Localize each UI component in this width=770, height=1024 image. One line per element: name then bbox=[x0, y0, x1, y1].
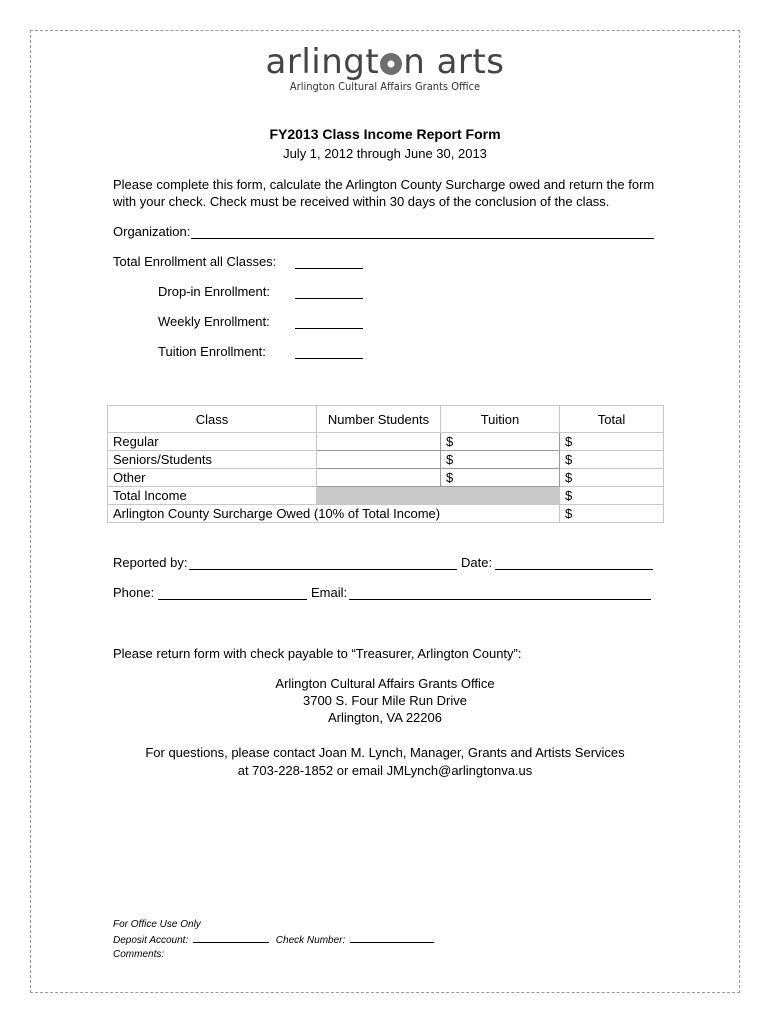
row-label-total-income: Total Income bbox=[108, 487, 317, 505]
header-total: Total bbox=[560, 406, 664, 433]
table-header-row bbox=[108, 406, 664, 433]
logo-wordmark bbox=[0, 42, 770, 82]
row-label-seniors: Seniors/Students bbox=[108, 451, 317, 469]
address-line-3: Arlington, VA 22206 bbox=[328, 710, 442, 725]
organization-field[interactable] bbox=[191, 238, 654, 239]
weekly-label: Weekly Enrollment: bbox=[158, 314, 270, 329]
dropin-field[interactable] bbox=[295, 298, 363, 299]
total-enrollment-label: Total Enrollment all Classes: bbox=[113, 254, 277, 269]
logo bbox=[0, 42, 770, 93]
office-use-fields-row bbox=[113, 932, 434, 948]
table-row bbox=[108, 487, 664, 505]
regular-tuition-input[interactable]: $ bbox=[441, 433, 560, 451]
header-class: Class bbox=[108, 406, 317, 433]
row-label-regular: Regular bbox=[108, 433, 317, 451]
record-icon bbox=[380, 53, 402, 75]
form-title: FY2013 Class Income Report Form bbox=[269, 126, 501, 142]
form-period: July 1, 2012 through June 30, 2013 bbox=[283, 146, 487, 161]
tuition-label: Tuition Enrollment: bbox=[158, 344, 266, 359]
weekly-field[interactable] bbox=[295, 328, 363, 329]
table-row bbox=[108, 505, 664, 523]
shaded-cell bbox=[317, 487, 441, 505]
address-line-1: Arlington Cultural Affairs Grants Office bbox=[275, 676, 495, 691]
row-label-surcharge: Arlington County Surcharge Owed (10% of Total Income) bbox=[108, 505, 560, 523]
deposit-account-field[interactable] bbox=[193, 932, 269, 943]
header-tuition: Tuition bbox=[441, 406, 560, 433]
contact-line-2: at 703-228-1852 or email JMLynch@arlingtonva.us bbox=[237, 763, 533, 778]
date-field[interactable] bbox=[495, 569, 653, 570]
table-row bbox=[108, 433, 664, 451]
check-number-label: Check Number: bbox=[275, 935, 346, 946]
other-students-input[interactable] bbox=[317, 469, 441, 487]
reported-by-label: Reported by: bbox=[113, 555, 188, 570]
shaded-cell bbox=[441, 487, 560, 505]
check-number-field[interactable] bbox=[350, 932, 434, 943]
seniors-tuition-input[interactable]: $ bbox=[441, 451, 560, 469]
total-income-input[interactable]: $ bbox=[560, 487, 664, 505]
other-tuition-input[interactable]: $ bbox=[441, 469, 560, 487]
instructions-line-1: Please complete this form, calculate the Arlington County Surcharge owed and return the form bbox=[113, 177, 655, 192]
header-number-students: Number Students bbox=[317, 406, 441, 433]
surcharge-input[interactable]: $ bbox=[560, 505, 664, 523]
other-total-input[interactable]: $ bbox=[560, 469, 664, 487]
email-field[interactable] bbox=[349, 599, 651, 600]
date-label: Date: bbox=[461, 555, 493, 570]
table-row bbox=[108, 469, 664, 487]
logo-text-part1: arlingt bbox=[265, 42, 380, 82]
seniors-total-input[interactable]: $ bbox=[560, 451, 664, 469]
row-label-other: Other bbox=[108, 469, 317, 487]
regular-total-input[interactable]: $ bbox=[560, 433, 664, 451]
seniors-students-input[interactable] bbox=[317, 451, 441, 469]
phone-label: Phone: bbox=[113, 585, 155, 600]
address-line-2: 3700 S. Four Mile Run Drive bbox=[302, 693, 467, 708]
organization-label: Organization: bbox=[113, 224, 191, 239]
tuition-field[interactable] bbox=[295, 358, 363, 359]
phone-field[interactable] bbox=[158, 599, 307, 600]
office-use-heading: For Office Use Only bbox=[113, 919, 201, 930]
deposit-account-label: Deposit Account: bbox=[113, 935, 189, 946]
income-table bbox=[107, 405, 664, 523]
return-instruction: Please return form with check payable to “Treasurer, Arlington County”: bbox=[113, 646, 522, 661]
dropin-label: Drop-in Enrollment: bbox=[158, 284, 270, 299]
contact-line-1: For questions, please contact Joan M. Lynch, Manager, Grants and Artists Services bbox=[145, 745, 625, 760]
logo-subtitle: Arlington Cultural Affairs Grants Office bbox=[289, 80, 481, 93]
comments-label: Comments: bbox=[113, 949, 165, 960]
instructions-line-2: with your check. Check must be received within 30 days of the conclusion of the class. bbox=[113, 194, 610, 209]
instructions bbox=[113, 176, 673, 210]
regular-students-input[interactable] bbox=[317, 433, 441, 451]
email-label: Email: bbox=[311, 585, 348, 600]
reported-by-field[interactable] bbox=[189, 569, 457, 570]
total-enrollment-field[interactable] bbox=[295, 268, 363, 269]
office-use-section bbox=[113, 918, 434, 962]
logo-text-part2: n arts bbox=[403, 42, 505, 82]
table-row bbox=[108, 451, 664, 469]
